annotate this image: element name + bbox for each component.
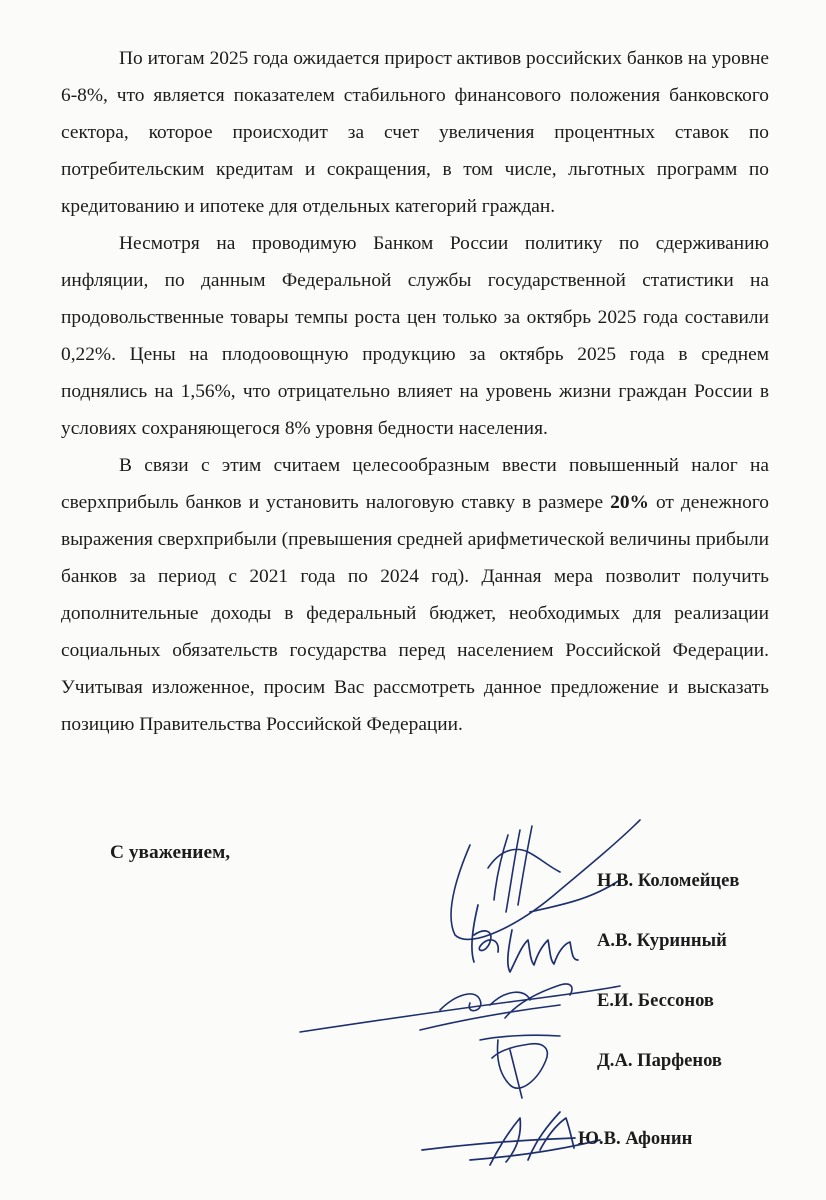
paragraph-asset-growth: По итогам 2025 года ожидается прирост активов российских банков на уровне 6-8%, что является показателем стабильного финансового положения банковского сектора, которое происходит за счет увеличения процентных ставок по потребительским кредитам и сокращения, в том числе, льготных программ по кредитованию и ипотеке для отдельных категорий граждан. — [61, 48, 769, 217]
signatory-afonin: Ю.В. Афонин — [578, 1128, 693, 1149]
signature-bessonov — [300, 984, 620, 1032]
tax-rate-value: 20% — [610, 492, 649, 513]
proposal-text-after: от денежного выражения сверхприбыли (превышения средней арифметической величины прибыли банков за период с 2021 года по 2024 год). Данная мера позволит получить дополнительные доходы в федеральный бюджет, необходимых для реализации социальных обязательств государства перед населением Российской Федерации. Учитывая изложенное, просим Вас рассмотреть данное предложение и высказать позицию Правительства Российской Федерации. — [61, 492, 770, 735]
closing-salutation: С уважением, — [110, 842, 231, 863]
signature-afonin — [422, 1112, 600, 1165]
signatory-parfenov: Д.А. Парфенов — [597, 1050, 722, 1071]
signatory-kolomeytsev: Н.В. Коломейцев — [597, 870, 740, 891]
paragraph-inflation: Несмотря на проводимую Банком России политику по сдерживанию инфляции, по данным Федеральной службы государственной статистики на продовольственные товары темпы роста цен только за октябрь 2025 года составили 0,22%. Цены на плодоовощную продукцию за октябрь 2025 года в среднем поднялись на 1,56%, что отрицательно влияет на уровень жизни граждан России в условиях сохраняющегося 8% уровня бедности населения. — [61, 233, 769, 439]
signatory-bessonov: Е.И. Бессонов — [597, 990, 714, 1011]
proposal-text-before: В связи с этим считаем целесообразным ввести повышенный налог на сверхприбыль банков и установить налоговую ставку в размере — [61, 455, 769, 513]
signature-parfenov — [480, 1035, 560, 1098]
signatory-kurinny: А.В. Куринный — [597, 930, 727, 951]
